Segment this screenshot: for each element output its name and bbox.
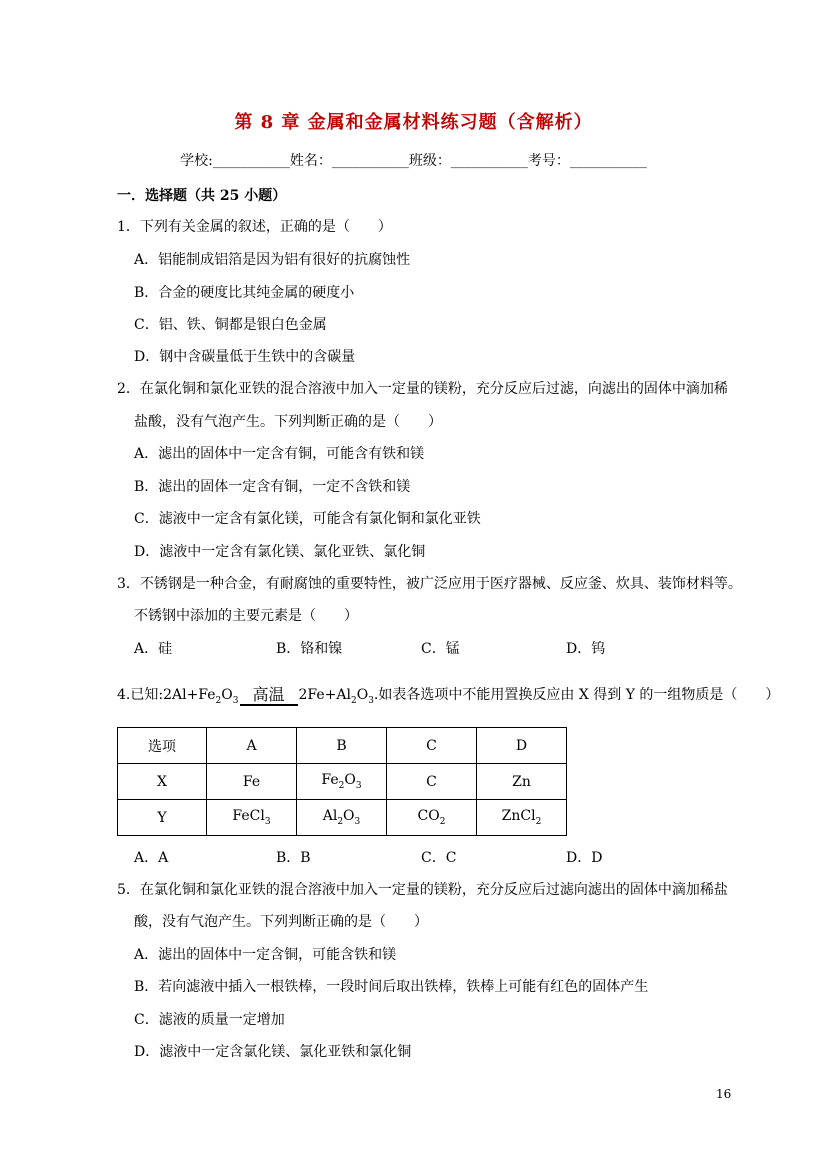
question-2-option-d: D．滤液中一定含有氯化镁、氯化亚铁、氯化铜 xyxy=(134,544,426,560)
table-cell: $Al_2O_3$ xyxy=(297,800,387,836)
table-cell: 选项 xyxy=(118,728,207,764)
question-3-options xyxy=(117,638,711,658)
table-cell: C xyxy=(387,764,477,800)
question-2-option-b: B．滤出的固体一定含有铜，一定不含铁和镁 xyxy=(134,479,411,495)
table-cell: Y xyxy=(118,800,207,836)
question-1-stem: 1．下列有关金属的叙述，正确的是（ ） xyxy=(117,219,392,235)
question-1-option-b: B．合金的硬度比其纯金属的硬度小 xyxy=(134,285,355,301)
table-row xyxy=(118,764,567,800)
question-1-option-d: D．钢中含碳量低于生铁中的含碳量 xyxy=(134,349,356,365)
question-4-option-a: A．A xyxy=(134,850,169,866)
question-5-option-a: A．滤出的固体中一定含铜，可能含铁和镁 xyxy=(134,947,397,963)
question-1-option-c: C．铝、铁、铜都是银白色金属 xyxy=(134,317,327,333)
question-5-option-c: C．滤液的质量一定增加 xyxy=(134,1012,285,1028)
reaction-condition: 高温 xyxy=(240,687,298,706)
table-cell: D xyxy=(477,728,567,764)
page-number: 16 xyxy=(716,1087,732,1101)
table-cell: Zn xyxy=(477,764,567,800)
table-cell: ZnCl$_2$ xyxy=(477,800,567,836)
question-4-option-c: C．C xyxy=(421,850,457,866)
student-info-line: 学校:___________姓名：___________班级：___________考号：___________ xyxy=(180,153,647,169)
table-cell: X xyxy=(118,764,207,800)
table-cell: C xyxy=(387,728,477,764)
question-2-stem-line-1: 2．在氯化铜和氯化亚铁的混合溶液中加入一定量的镁粉，充分反应后过滤，向滤出的固体中滴加稀 xyxy=(117,381,728,397)
table-cell: B xyxy=(297,728,387,764)
question-2-option-a: A．滤出的固体中一定含有铜，可能含有铁和镁 xyxy=(134,446,425,462)
table-cell: A xyxy=(207,728,297,764)
table-cell: Fe xyxy=(207,764,297,800)
question-2-option-c: C．滤液中一定含有氯化镁，可能含有氯化铜和氯化亚铁 xyxy=(134,511,481,527)
question-3-option-d: D．钨 xyxy=(566,641,606,657)
question-4-option-b: B．B xyxy=(276,850,311,866)
question-3-option-a: A．硅 xyxy=(134,641,173,657)
section-heading: 一．选择题（共 25 小题） xyxy=(117,188,287,204)
table-cell: FeCl$_3$ xyxy=(207,800,297,836)
question-4-option-d: D．D xyxy=(566,850,603,866)
options-table xyxy=(117,727,567,836)
question-4-stem: 4.已知$:2Al+Fe_2O_3$ 高温 $2Fe+Al_2O_3$.如表各选项中不能用置换反应由 X 得到 Y 的一组物质是（ ） xyxy=(117,684,780,706)
table-row xyxy=(118,728,567,764)
question-3-option-b: B．铬和镍 xyxy=(276,641,343,657)
question-3-stem-line-2: 不锈钢中添加的主要元素是（ ） xyxy=(134,608,358,624)
page-title: 第 8 章 金属和金属材料练习题（含解析） xyxy=(234,112,593,133)
question-4-options xyxy=(117,847,711,867)
question-3-option-c: C．锰 xyxy=(421,641,460,657)
table-cell: $Fe_2O_3$ xyxy=(297,764,387,800)
question-5-option-d: D．滤液中一定含氯化镁、氯化亚铁和氯化铜 xyxy=(134,1044,412,1060)
question-2-stem-line-2: 盐酸，没有气泡产生。下列判断正确的是（ ） xyxy=(134,414,442,430)
question-5-stem-line-2: 酸，没有气泡产生。下列判断正确的是（ ） xyxy=(134,914,428,930)
table-cell: $CO_2$ xyxy=(387,800,477,836)
question-3-stem-line-1: 3．不锈钢是一种合金，有耐腐蚀的重要特性，被广泛应用于医疗器械、反应釜、炊具、装饰材料等。 xyxy=(117,576,742,592)
question-5-option-b: B．若向滤液中插入一根铁棒，一段时间后取出铁棒，铁棒上可能有红色的固体产生 xyxy=(134,979,649,995)
question-1-option-a: A．铝能制成铝箔是因为铝有很好的抗腐蚀性 xyxy=(134,252,411,268)
table-row xyxy=(118,800,567,836)
question-5-stem-line-1: 5．在氯化铜和氯化亚铁的混合溶液中加入一定量的镁粉，充分反应后过滤向滤出的固体中滴加稀盐 xyxy=(117,882,728,898)
